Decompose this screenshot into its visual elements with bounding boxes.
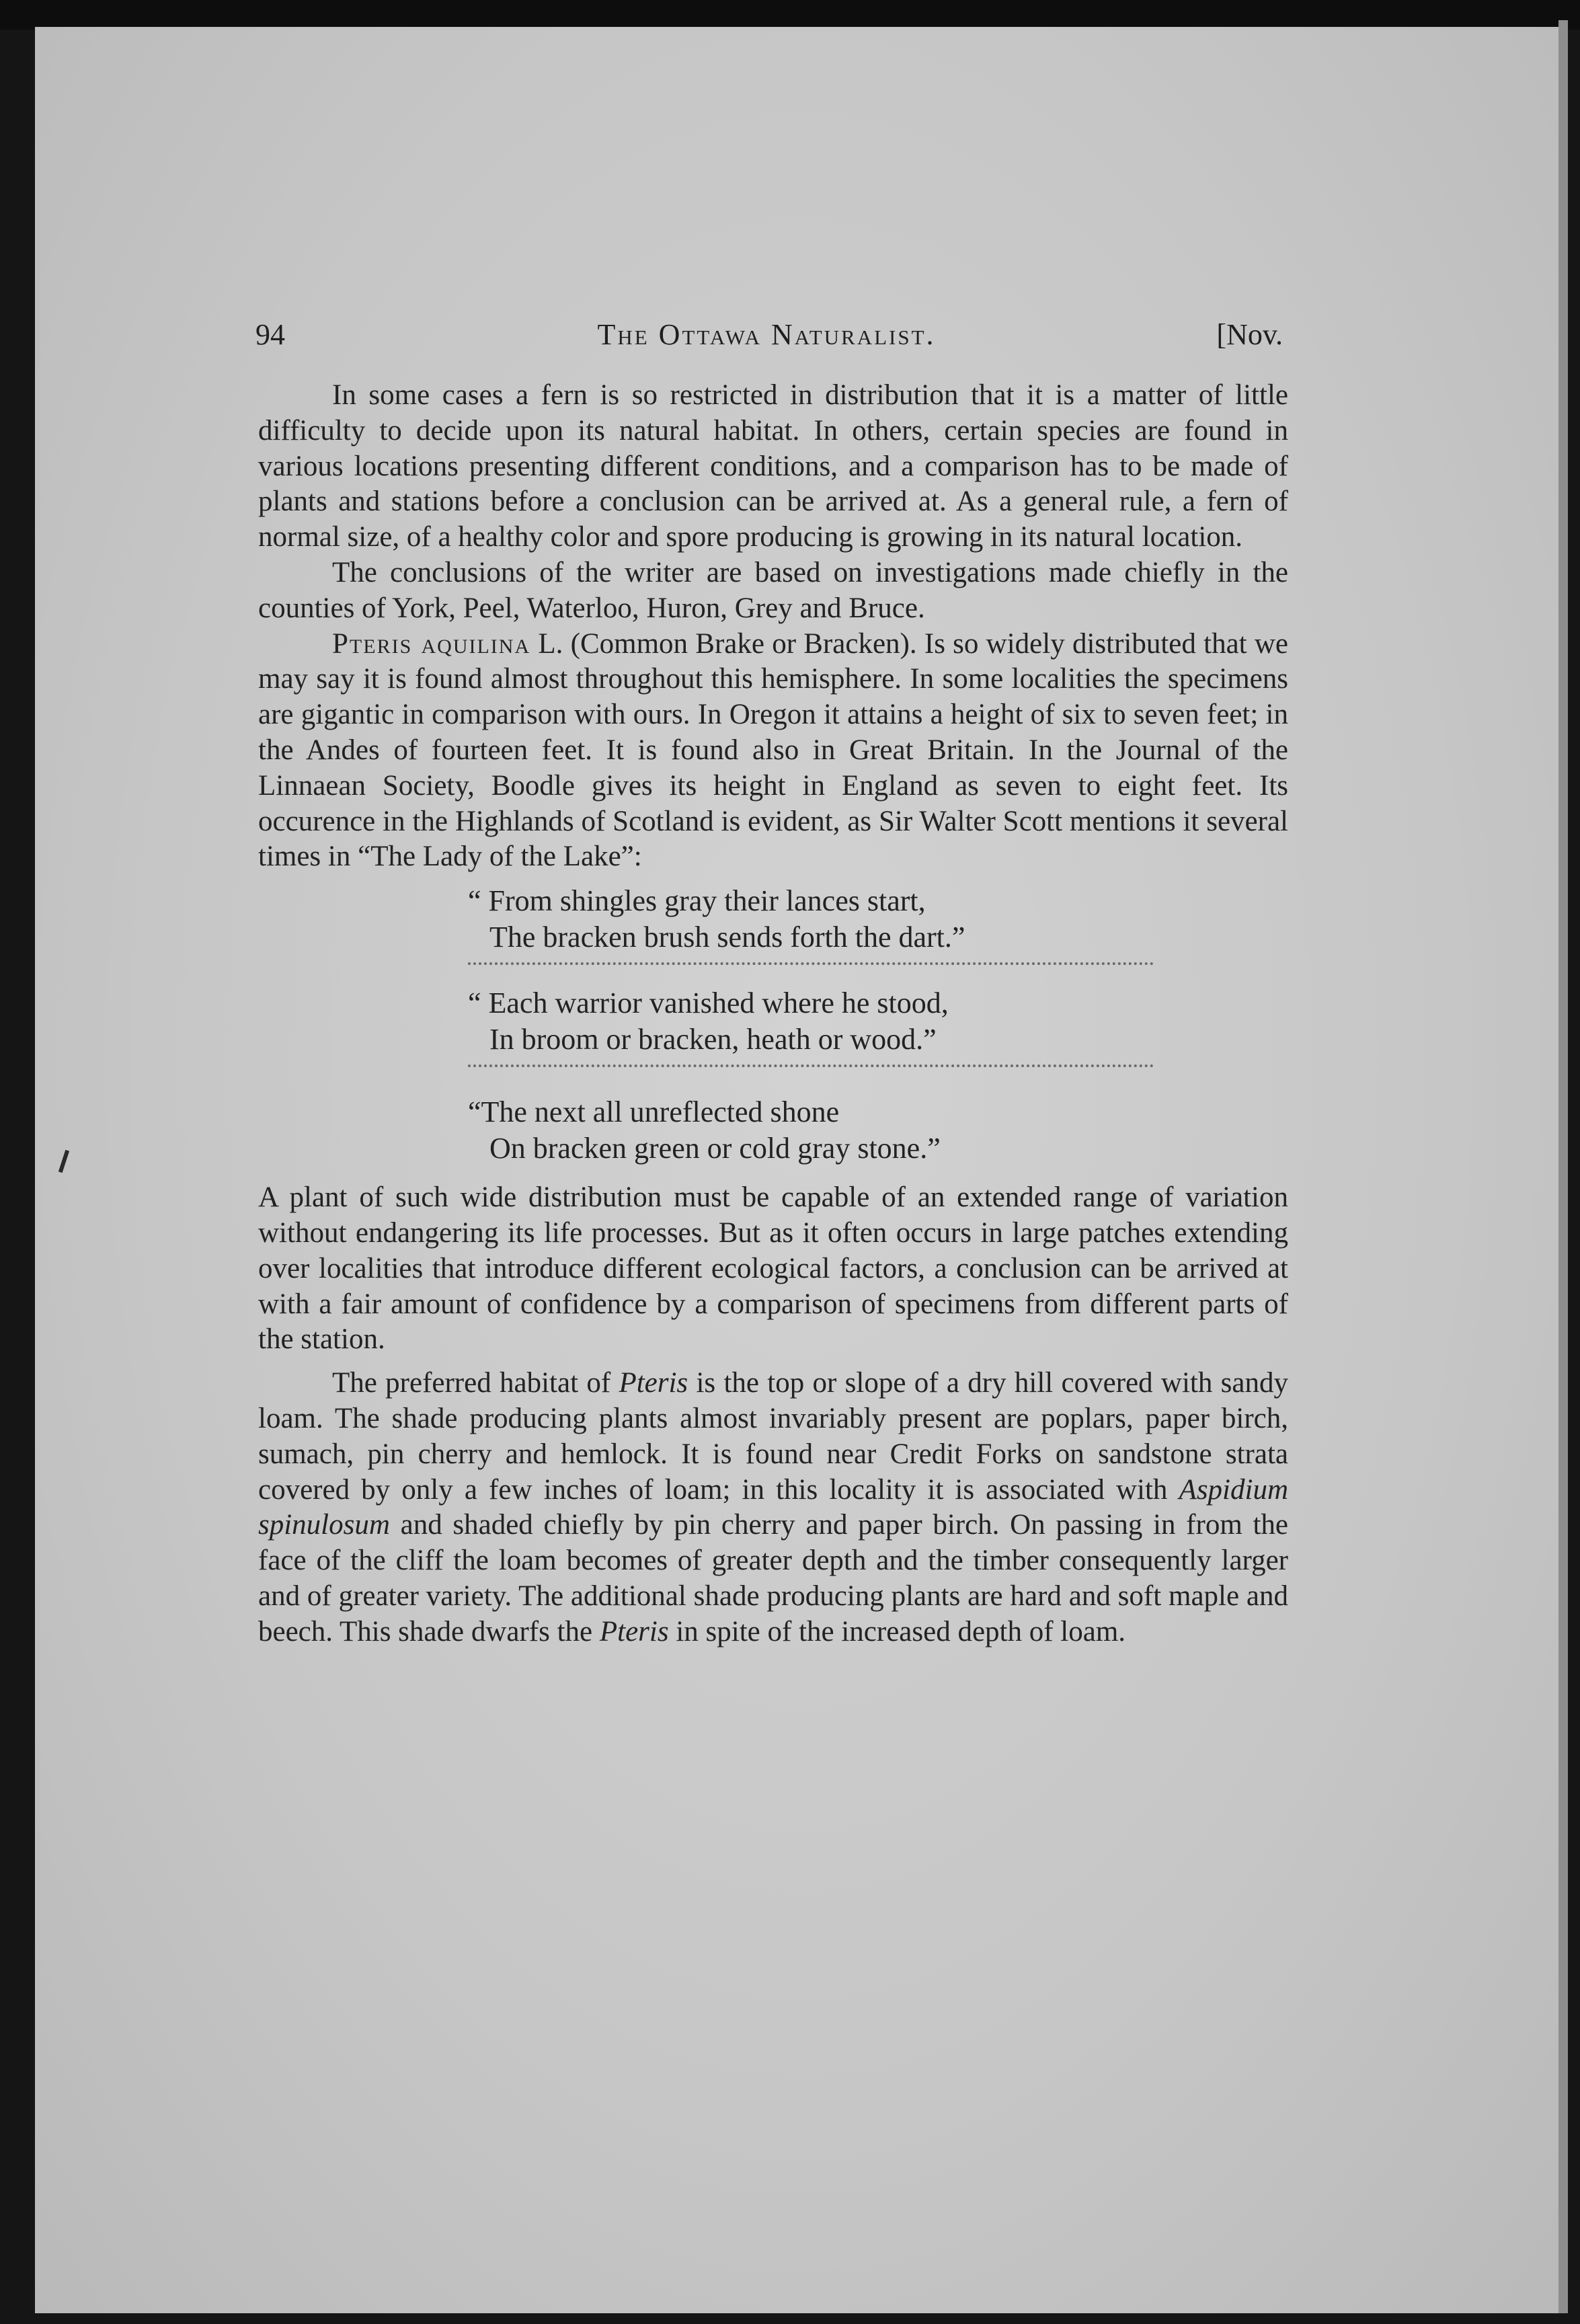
paragraph-text: and shaded chiefly by pin cherry and paper birch. On passing in from the face of the cliff the loam becomes of greater depth and the timber consequently larger and of greater variety. The additional shade producing plants are hard and soft maple and beech. This shade dwarfs the	[258, 1509, 1288, 1648]
paragraph-text: in spite of the increased depth of loam.	[668, 1615, 1126, 1648]
species-italic: Pteris	[619, 1367, 688, 1399]
paragraph-pteris-aquilina	[258, 627, 1288, 876]
paragraph-text: The preferred habitat of	[332, 1367, 619, 1399]
dotted-separator	[468, 1064, 1154, 1067]
species-italic: Pteris	[599, 1615, 669, 1648]
poem-stanza-1	[468, 883, 1288, 956]
poem-line: “ From shingles gray their lances start,	[468, 884, 926, 918]
species-name: Pteris aquilina	[332, 627, 531, 660]
paragraph-text: is the top or slope of a dry hill covered with sandy loam. The shade producing plants almost invariably present are poplars, paper birch, sumach, pin cherry and hemlock. It is found near Credit Forks on sandstone strata covered by only a few inches of loam; in this locality it is associated with	[258, 1367, 1289, 1506]
poem-line: “ Each warrior vanished where he stood,	[468, 986, 949, 1020]
paragraph-preferred-habitat	[258, 1366, 1288, 1650]
poem-stanza-3	[468, 1094, 1288, 1167]
page-number: 94	[255, 318, 285, 351]
article-body	[258, 378, 1288, 1650]
film-border	[0, 0, 1580, 30]
page-edge	[1558, 20, 1568, 2313]
paragraph-text: L. (Common Brake or Bracken). Is so widely distributed that we may say it is found almost throughout this hemisphere. In some localities the specimens are gigantic in comparison with ours. In Oregon it attains a height of six to seven feet; in the Andes of fourteen feet. It is found also in Great Britain. In the Journal of the Linnaean Society, Boodle gives its height in England as seven to eight feet. Its occurence in the Highlands of Scotland is evident, as Sir Walter Scott mentions it several times in “The Lady of the Lake”:	[258, 627, 1288, 873]
scan-mark	[58, 1150, 69, 1173]
issue-month: [Nov.	[1216, 318, 1283, 351]
paragraph-conclusions: The conclusions of the writer are based on investigations made chiefly in the counties of York, Peel, Waterloo, Huron, Grey and Bruce.	[258, 556, 1288, 624]
poem-line: In broom or bracken, heath or wood.”	[489, 1023, 937, 1056]
poem-stanza-2	[468, 985, 1288, 1058]
page-header	[242, 311, 1291, 358]
poem-line: “The next all unreflected shone	[468, 1095, 840, 1129]
paragraph-habitat-intro: In some cases a fern is so restricted in distribution that it is a matter of little difficulty to decide upon its natural habitat. In others, certain species are found in various locations presenting different conditions, and a comparison has to be made of plants and stations before a conclusion can be arrived at. As a general rule, a fern of normal size, of a healthy color and spore producing is growing in its natural location.	[258, 379, 1288, 553]
paragraph-distribution: A plant of such wide distribution must be capable of an extended range of variation without endangering its life processes. But as it often occurs in large patches extending over localities that introduce different ecological factors, a conclusion can be arrived at with a fair amount of confidence by a comparison of specimens from different parts of the station.	[258, 1182, 1288, 1356]
running-title: The Ottawa Naturalist.	[597, 318, 936, 351]
poem-line: The bracken brush sends forth the dart.”	[489, 921, 965, 954]
dotted-separator	[468, 962, 1154, 965]
species-italic: Aspidium spinulosum	[258, 1473, 1288, 1541]
poem-line: On bracken green or cold gray stone.”	[489, 1132, 941, 1165]
